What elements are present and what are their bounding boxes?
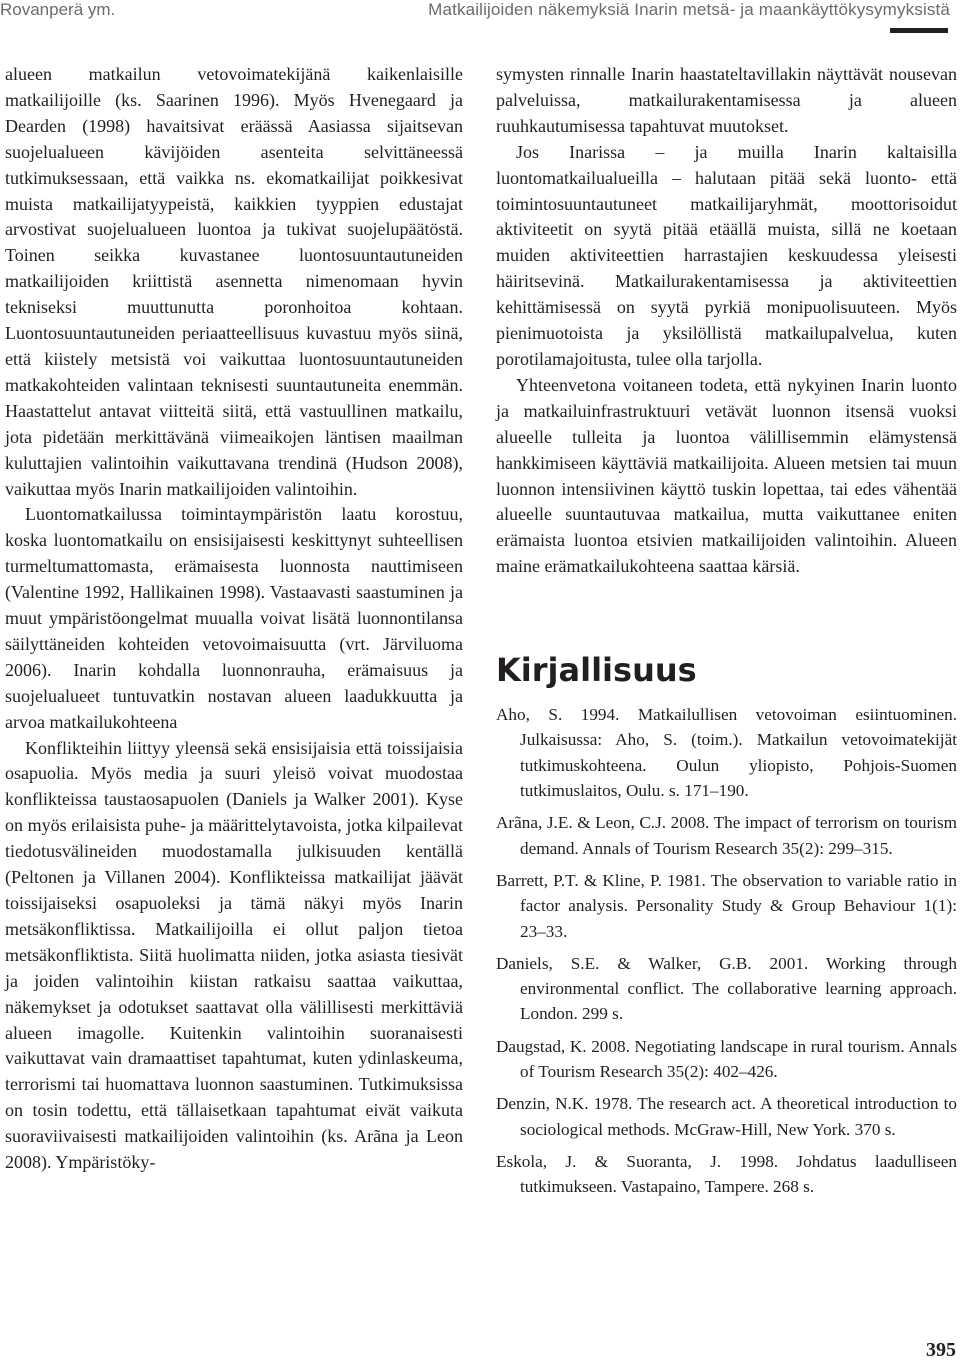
body-paragraph: symysten rinnalle Inarin haastateltavillakin näyttävät nousevan palveluissa, matkailurakentamisessa ja alueen ruuhkautumisessa tapahtuvat muutokset. (496, 64, 957, 136)
reference-item: Barrett, P.T. & Kline, P. 1981. The observation to variable ratio in factor analysis. Personality Study & Group Behaviour 1(1): 23–33. (496, 870, 957, 941)
body-paragraph: Luontomatkailussa toimintaympäristön laatu korostuu, koska luontomatkailu on ensisijaisesti keskittynyt suhteellisen turmeltumattomasta, erämaisesta luonnosta nauttimiseen (Valentine 1992, Hallikainen 1998). Vastaavasti saastuminen ja muut ympäristöongelmat muualla voivat lisätä luonnontilansa säilyttäneiden kohteiden vetovoimaisuutta (vrt. Järviluoma 2006). Inarin kohdalla luonnonrauha, erämaisuus ja suojelualueet tuntuvatkin nostavan alueen laadukkuutta ja arvoa matkailukohteena (5, 504, 463, 732)
left-column (5, 62, 463, 1176)
reference-item: Daniels, S.E. & Walker, G.B. 2001. Working through environmental conflict. The collaborative learning approach. London. 299 s. (496, 953, 957, 1024)
body-paragraph: Jos Inarissa – ja muilla Inarin kaltaisilla luontomatkailualueilla – halutaan pitää sekä luonto- että toimintosuuntautuneet matkailijaryhmät, moottorisoidut aktiviteetit on syytä pitää etäällä muista, sillä ne koetaan muiden aktiviteettien harrastajien keskuudessa yleisesti häiritsevinä. Matkailurakentamisessa ja aktiviteettien kehittämisessä on syytä pyrkiä monipuolisuuteen. Myös pienimuotoista ja yksilöllistä matkailupalvelua, kuten porotilamajoitusta, tulee olla tarjolla. (496, 141, 957, 369)
page-number: 395 (926, 1339, 956, 1361)
header-rule (890, 28, 948, 33)
header-article-title: Matkailijoiden näkemyksiä Inarin metsä- ja maankäyttökysymyksistä (428, 0, 950, 19)
reference-item: Aho, S. 1994. Matkailullisen vetovoiman esiintuominen. Julkaisussa: Aho, S. (toim.). Matkailun vetovoimatekijät tutkimuskohteena. Oulun yliopisto, Pohjois-Suomen tutkimuslaitos, Oulu. s. 171–190. (496, 705, 957, 801)
reference-item: Arãna, J.E. & Leon, C.J. 2008. The impact of terrorism on tourism demand. Annals of Tourism Research 35(2): 299–315. (496, 813, 957, 858)
reference-item: Daugstad, K. 2008. Negotiating landscape in rural tourism. Annals of Tourism Research 35(2): 402–426. (496, 1036, 957, 1081)
right-column (496, 62, 957, 1206)
body-paragraph: alueen matkailun vetovoimatekijänä kaikenlaisille matkailijoille (ks. Saarinen 1996). Myös Hvenegaard ja Dearden (1998) havaitsivat eräässä Aasiassa sijaitsevan suojelualueen kävijöiden asenteita selvittäneessä tutkimuksessaan, että vaikka ns. ekomatkailijat poikkesivat muista matkailijatyypeistä, kaikkien tyyppien edustajat arvostivat suojelualueen luontoa ja tukivat suojelupäätöstä. Toinen seikka kuvastanee luontosuuntautuneiden matkailijoiden kriittistä asennetta nimenomaan hyvin tekniseksi muuttunutta poronhoitoa kohtaan. Luontosuuntautuneiden periaatteellisuus kuvastuu myös siinä, että kiistely metsistä voi vaikuttaa luontosuuntautuneiden matkakohteiden valintaan teknisesti suuntautuneita enemmän. Haastattelut antavat viitteitä siitä, että vastuullinen matkailu, jota pidetään merkittävänä viimeaikojen läntisen maailman kuluttajien valintoihin vaikuttavana trendinä (Hudson 2008), vaikuttaa myös Inarin matkailijoiden valintoihin. (5, 64, 463, 499)
reference-item: Denzin, N.K. 1978. The research act. A theoretical introduction to sociological methods. McGraw-Hill, New York. 370 s. (496, 1094, 957, 1139)
section-heading-references: Kirjallisuus (496, 651, 697, 690)
body-paragraph: Yhteenvetona voitaneen todeta, että nykyinen Inarin luonto ja matkailuinfrastruktuuri vetävät luonnon itsensä vuoksi alueelle tulleita ja luontoa välillisemmin elämystensä hankkimiseen käyttäviä matkailijoita. Alueen metsien tai muun luonnon intensiivinen käyttö tuskin lopettaa, tai edes vähentää alueelle suuntautuvaa matkailua, mutta vaikuttanee eniten erämaista luontoa etsivien matkailijoiden valintoihin. Alueen maine erämatkailukohteena saattaa kärsiä. (496, 374, 957, 577)
header-authors: Rovanperä ym. (0, 0, 116, 19)
reference-list (496, 702, 957, 1199)
reference-item: Eskola, J. & Suoranta, J. 1998. Johdatus laadulliseen tutkimukseen. Vastapaino, Tampere. 268 s. (496, 1151, 957, 1197)
running-header (0, 0, 960, 26)
body-paragraph: Konflikteihin liittyy yleensä sekä ensisijaisia että toissijaisia osapuolia. Myös media ja suuri yleisö voivat muodostaa konflikteissa taustaosapuolen (Daniels ja Walker 2001). Kyse on myös erilaisista puhe- ja määrittelytavoista, jotka kilpailevat tiedotusvälineiden muodostamalla julkisuuden kentällä (Peltonen ja Villanen 2004). Konflikteissa matkailijat jäävät toissijaiseksi osapuoleksi ja tämä näkyi myös Inarin metsäkonfliktissa. Matkailijoilla ei ollut paljon tietoa metsäkonfliktista. Siitä huolimatta niiden, jotka asiasta tiesivät ja joiden valintoihin kiistan ratkaisu saattaa vaikuttaa, näkemykset ja odotukset saattavat olla välillisesti merkittäviä alueen imagolle. Kuitenkin valintoihin suoranaisesti vaikuttavat vain dramaattiset tapahtumat, kuten ydinlaskeuma, terrorismi tai huomattava luonnon saastuminen. Tutkimuksissa on tosin todettu, että tällaisetkaan tapahtumat eivät vaikuta suoraviivaisesti matkailijoiden valintoihin (ks. Arãna ja Leon 2008). Ympäristöky- (5, 737, 463, 1173)
